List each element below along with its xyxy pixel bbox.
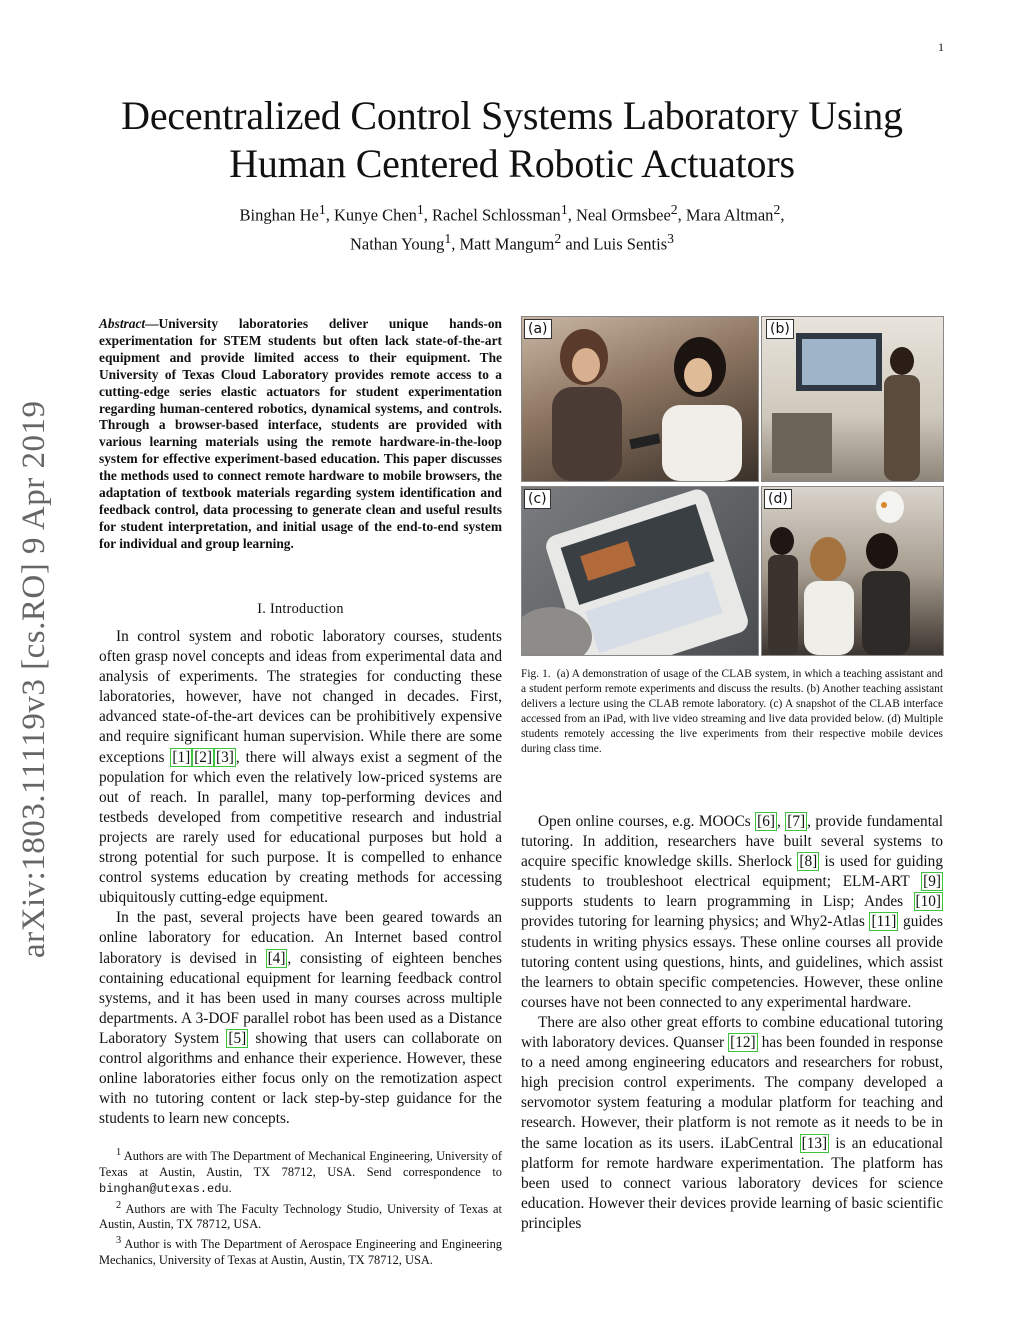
paragraph — [99, 627, 502, 908]
footnote-text: Authors are with The Department of Mechanical Engineering, University of Texas at Austin, Austin, TX 78712, USA. Send correspondence to — [99, 1149, 502, 1179]
affiliation-mark: 1 — [318, 202, 326, 217]
section-heading: I. Introduction — [257, 601, 344, 617]
panel-label-a: (a) — [524, 319, 552, 339]
photo-b — [761, 316, 944, 482]
citation-link[interactable]: [7] — [787, 813, 806, 830]
footnotes — [99, 1145, 502, 1269]
footnote-1: $^1$ Authors are with The Department of Mechanical Engineering, University of Texas at Austin, Austin, TX 78712, USA. Send correspondence to binghan@utexas.edu. — [99, 1147, 502, 1196]
figure-1 — [521, 316, 943, 654]
citation-link[interactable]: [10] — [915, 893, 941, 911]
author-name: Nathan Young — [349, 234, 445, 253]
author-name: Mara Altman — [685, 205, 774, 225]
citation-link[interactable]: [9] — [923, 873, 941, 891]
citation-link[interactable]: [4] — [267, 949, 286, 967]
panel-label-d: (d) — [764, 489, 792, 509]
text-run: is used for guiding students to troubleshoot electrical equipment; ELM-ART — [521, 853, 943, 891]
affiliation-mark: 2 — [554, 230, 562, 246]
title-line-1: Decentralized Control Systems Laboratory Using — [121, 93, 903, 138]
affiliation-mark: 1 — [416, 202, 424, 217]
footnote-text: Author is with The Department of Aerospace Engineering and Engineering Mechanics, University of Texas at Austin, Austin, TX 78712, USA. — [99, 1237, 502, 1268]
introduction-body — [99, 627, 502, 1129]
citation-link[interactable]: [11] — [871, 913, 897, 931]
affiliation-mark: 3 — [667, 230, 675, 246]
text-run: , — [777, 813, 786, 830]
text-run: , provide fundamental tutoring. In addition, researchers have built several systems to acquire specific knowledge skills. Sherlock — [521, 813, 943, 871]
citation-link[interactable]: [13] — [801, 1134, 828, 1152]
text-run: guides students in writing physics essays. These online courses all provide tutoring content using questions, hints, and guidelines, which assist the learners to obtain specific competencies. However, these online courses have not been connected to any experimental hardware. — [521, 913, 943, 1011]
text-run: supports students to learn programming in Lisp; Andes — [521, 893, 914, 911]
text-run: , consisting of eighteen benches containing educational equipment for learning feedback control systems, and it has been used in many courses across multiple departments. A 3-DOF parallel robot has been used as a Distance Laboratory System — [99, 949, 502, 1047]
text-run: has been founded in response to a need among engineering educators and researchers for robust, high precision control experiments. The company developed a servomotor system featuring a modular platform for teaching and research. However, their platform is not remote as it needs to be in the same location as its users. iLabCentral — [521, 1034, 944, 1152]
footnote-2: $^2$ Authors are with The Faculty Technology Studio, University of Texas at Austin, Austin, TX 78712, USA. — [99, 1199, 502, 1232]
citation-link[interactable]: [5] — [228, 1029, 247, 1047]
affiliation-mark: 2 — [670, 202, 678, 217]
abstract-text: —University laboratories deliver unique hands-on experimentation for STEM students but often lack state-of-the-art equipment and provide limited access to their equipment. The University of Texas Cloud Laboratory provides remote access to a cutting-edge series elastic actuators for student experimentation regarding human-centered robotics, dynamical systems, and controls. Through a browser-based interface, students are provided with various learning materials using the remote hardware-in-the-loop system for effective experiment-based education. This paper discusses the methods used to connect remote hardware to mobile browsers, the adaptation of textbook materials regarding system identification and feedback control, data processing to generate clean and useful results for student interpretation, and initial usage of the end-to-end system for individual and group learning. — [99, 316, 502, 551]
figure-caption — [521, 667, 943, 756]
affiliation-mark: 1 — [560, 202, 568, 217]
photo-d-illustration — [762, 487, 943, 655]
abstract-label: Abstract — [99, 316, 146, 331]
photo-d — [761, 486, 944, 656]
page-number: 1 — [938, 40, 944, 54]
text-run: , there will always exist a segment of the population for which even the relatively low-priced systems are out of reach. In parallel, many top-performing devices and testbeds developed from competitive research and industrial projects are rarely used for educational purposes but hold a strong potential for such purpose. It is compelled to enhance control systems education by creating methods for accessing ubiquitously cutting-edge equipment. — [99, 748, 502, 907]
citation-link[interactable]: [12] — [730, 1034, 756, 1052]
panel-label-b: (b) — [766, 319, 794, 339]
author-name: Kunye Chen — [333, 205, 417, 225]
author-name: Matt Mangum — [459, 234, 555, 253]
author-name: Luis Sentis — [593, 234, 668, 253]
title-line-2: Human Centered Robotic Actuators — [229, 141, 795, 186]
photo-c-illustration — [522, 487, 758, 655]
text-run: provides tutoring for learning physics; and Why2-Atlas — [521, 913, 870, 931]
footnote-text: Authors are with The Faculty Technology Studio, University of Texas at Austin, Austin, TX 78712, USA. — [99, 1201, 502, 1232]
text-run: In control system and robotic laboratory courses, students often grasp novel concepts and ideas from experimental data and analysis of experiments. The strategies for conducting these laboratories, however, have not changed in decades. First, advanced state-of-the-art devices can be prohibitively expensive and require significant human supervision. While there are some exceptions — [99, 628, 502, 766]
caption-label: Fig. 1. — [521, 668, 551, 680]
author-list — [60, 198, 964, 255]
paragraph — [521, 1013, 943, 1234]
text-run: showing that users can collaborate on control algorithms and enhance their experience. However, these online laboratories either focus only on the remotization aspect with no tutoring content or lack step-by-step guidance for the students to learn new concepts. — [99, 1029, 502, 1128]
caption-text: (a) A demonstration of usage of the CLAB system, in which a teaching assistant and a student perform remote experiments and discuss the results. (b) Another teaching assistant delivers a lecture using the CLAB remote laboratory. (c) A snapshot of the CLAB interface accessed from an iPad, with live video streaming and live data provided below. (d) Multiple students remotely accessing the live experiments from their respective mobile devices during class time. — [521, 668, 943, 755]
email-link[interactable]: binghan@utexas.edu — [99, 1181, 229, 1196]
photo-a — [521, 316, 759, 482]
author-line-1: Binghan He$^1$, Kunye Chen$^1$, Rachel Schlossman$^1$, Neal Ormsbee$^2$, Mara Altman$^2$, — [239, 202, 785, 225]
citation-link[interactable]: [6] — [757, 813, 776, 830]
text-run: There are also other great efforts to combine educational tutoring with laboratory devices. Quanser — [521, 1013, 943, 1052]
author-name: Neal Ormsbee — [575, 205, 671, 225]
citation-link[interactable]: [1] — [172, 748, 191, 766]
panel-label-c: (c) — [524, 489, 551, 509]
paper-title — [60, 92, 964, 188]
footnote-3: $^3$ Author is with The Department of Aerospace Engineering and Engineering Mechanics, University of Texas at Austin, Austin, TX 78712, USA. — [99, 1235, 502, 1268]
citation-link[interactable]: [8] — [799, 853, 818, 871]
affiliation-mark: 2 — [773, 202, 781, 217]
photo-b-illustration — [762, 317, 943, 481]
arxiv-stamp: arXiv:1803.11119v3 [cs.RO] 9 Apr 2019 — [16, 400, 52, 958]
citation-link[interactable]: [3] — [216, 748, 234, 766]
photo-a-illustration — [522, 317, 758, 481]
text-run: In the past, several projects have been geared towards an online laboratory for education. An Internet based control laboratory is devised in — [99, 909, 502, 967]
text-run: is an educational platform for remote hardware experimentation. The platform has been used to connect various laboratory devices for science education. However their devices provide learning of basic scientific principles — [521, 1134, 943, 1232]
affiliation-mark: 1 — [444, 230, 452, 246]
right-column-body — [521, 812, 943, 1234]
author-line-2: Nathan Young$^1$, Matt Mangum$^2$ and Luis Sentis$^3$ — [349, 230, 675, 253]
paragraph — [521, 812, 943, 1013]
paragraph — [99, 908, 502, 1129]
photo-c — [521, 486, 759, 656]
author-name: Rachel Schlossman — [432, 205, 561, 225]
citation-link[interactable]: [2] — [194, 748, 213, 766]
author-name: Binghan He — [239, 205, 319, 225]
abstract — [99, 316, 502, 553]
text-run: Open online courses, e.g. MOOCs — [538, 813, 756, 830]
